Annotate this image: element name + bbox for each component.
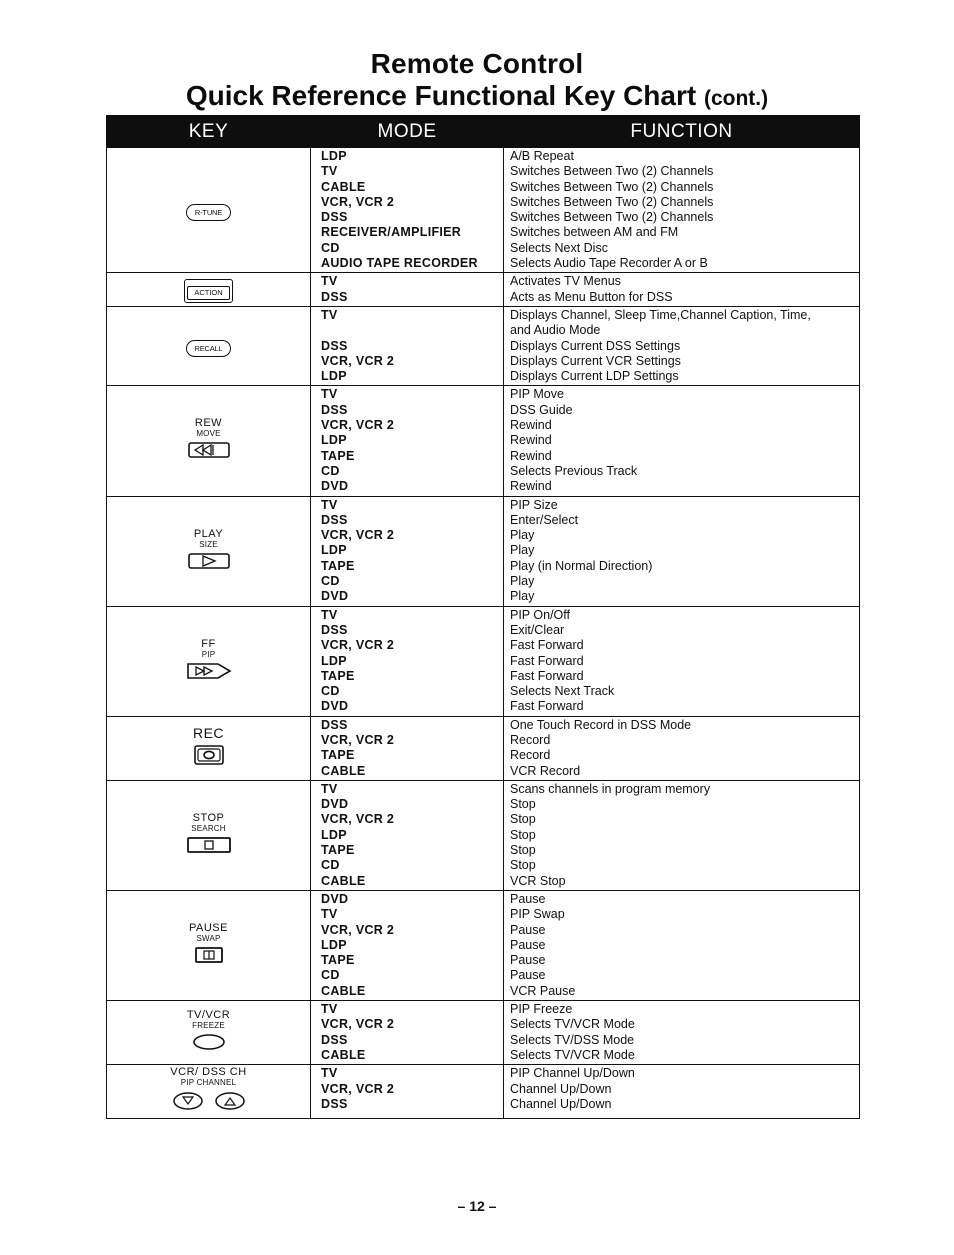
button-text: RECALL xyxy=(186,340,232,357)
function-item: Channel Up/Down xyxy=(510,1081,612,1096)
function-cell xyxy=(504,386,860,496)
mode-cell xyxy=(311,606,504,716)
tv-vcr-button-icon xyxy=(107,1033,310,1056)
pause-icon xyxy=(107,946,310,969)
action-button-icon xyxy=(107,279,310,303)
record-icon xyxy=(107,744,310,771)
play-icon xyxy=(107,552,310,575)
mode-item: TV xyxy=(321,1002,338,1017)
header-key: KEY xyxy=(107,116,311,148)
mode-item: DVD xyxy=(321,891,349,906)
mode-item: CD xyxy=(321,858,340,873)
function-item: Displays Channel, Sleep Time,Channel Caption, Time, xyxy=(510,307,811,322)
mode-item: TAPE xyxy=(321,668,355,683)
chart-title: Quick Reference Functional Key Chart xyxy=(185,80,697,111)
mode-item: LDP xyxy=(321,937,347,952)
mode-item: TV xyxy=(321,781,338,796)
function-cell xyxy=(504,273,860,307)
mode-item: CD xyxy=(321,968,340,983)
r-tune-button-icon xyxy=(107,202,310,221)
function-item: PIP Size xyxy=(510,497,558,512)
function-item: VCR Record xyxy=(510,763,581,778)
function-cell xyxy=(504,716,860,780)
cont-label: (cont.) xyxy=(703,87,769,110)
page-title-line-2 xyxy=(0,80,954,112)
mode-item: VCR, VCR 2 xyxy=(321,194,395,209)
mode-cell xyxy=(311,306,504,385)
function-item: Pause xyxy=(510,953,546,968)
function-item: Rewind xyxy=(510,479,552,494)
mode-item: CABLE xyxy=(321,873,366,888)
function-item: Stop xyxy=(510,812,536,827)
function-item: Displays Current LDP Settings xyxy=(510,369,679,384)
function-item: Selects Next Track xyxy=(510,684,615,699)
mode-item: DVD xyxy=(321,589,349,604)
mode-item: TV xyxy=(321,274,338,289)
table-body xyxy=(107,148,860,1119)
table-row xyxy=(107,273,860,307)
mode-item: DSS xyxy=(321,512,348,527)
function-item: Stop xyxy=(510,858,536,873)
mode-item: VCR, VCR 2 xyxy=(321,528,395,543)
mode-item: VCR, VCR 2 xyxy=(321,732,395,747)
function-item: Acts as Menu Button for DSS xyxy=(510,289,673,304)
table-header-row xyxy=(107,116,860,148)
function-item: Stop xyxy=(510,797,536,812)
key-label: PAUSE xyxy=(189,921,228,934)
key-sublabel: PIP CHANNEL xyxy=(180,1078,237,1088)
function-item: Selects TV/VCR Mode xyxy=(510,1017,635,1032)
function-item: Activates TV Menus xyxy=(510,274,621,289)
mode-item: CD xyxy=(321,463,340,478)
function-item: Stop xyxy=(510,827,536,842)
table-row xyxy=(107,716,860,780)
key-label: VCR/ DSS CH xyxy=(170,1066,247,1079)
mode-item: VCR, VCR 2 xyxy=(321,812,395,827)
mode-item: AUDIO TAPE RECORDER xyxy=(321,256,478,271)
key-cell xyxy=(107,148,311,273)
function-item: Rewind xyxy=(510,418,552,433)
key-label: REW xyxy=(194,417,223,430)
function-cell xyxy=(504,1001,860,1065)
function-item: Exit/Clear xyxy=(510,622,565,637)
table-row xyxy=(107,1065,860,1119)
function-cell xyxy=(504,306,860,385)
recall-button-icon xyxy=(107,338,310,357)
key-cell xyxy=(107,386,311,496)
key-cell xyxy=(107,716,311,780)
function-cell xyxy=(504,1065,860,1119)
mode-item: CD xyxy=(321,684,340,699)
key-cell xyxy=(107,1001,311,1065)
function-item: Stop xyxy=(510,843,536,858)
page-number: – 12 – xyxy=(457,1198,497,1214)
table-row xyxy=(107,496,860,606)
button-text: R-TUNE xyxy=(186,204,231,221)
mode-item: DSS xyxy=(321,1032,348,1047)
function-cell xyxy=(504,606,860,716)
function-item: Displays Current DSS Settings xyxy=(510,338,681,353)
mode-item: TAPE xyxy=(321,953,355,968)
mode-item: CABLE xyxy=(321,983,366,998)
mode-item: VCR, VCR 2 xyxy=(321,922,395,937)
table-row xyxy=(107,890,860,1000)
table-row xyxy=(107,148,860,273)
function-item: PIP Move xyxy=(510,387,564,402)
function-item: Switches Between Two (2) Channels xyxy=(510,210,714,225)
mode-cell xyxy=(311,1065,504,1119)
mode-item: CABLE xyxy=(321,763,366,778)
mode-item: TV xyxy=(321,307,338,322)
mode-cell xyxy=(311,148,504,273)
mode-item: TAPE xyxy=(321,448,355,463)
table-row xyxy=(107,306,860,385)
mode-cell xyxy=(311,780,504,890)
mode-item: LDP xyxy=(321,369,347,384)
function-item: DSS Guide xyxy=(510,402,573,417)
key-chart-table xyxy=(106,115,860,1119)
table-row xyxy=(107,780,860,890)
mode-item: DSS xyxy=(321,717,348,732)
function-item: Fast Forward xyxy=(510,699,584,714)
function-item: Enter/Select xyxy=(510,512,579,527)
mode-item: VCR, VCR 2 xyxy=(321,1017,395,1032)
function-cell xyxy=(504,496,860,606)
function-cell xyxy=(504,780,860,890)
mode-item: DVD xyxy=(321,797,349,812)
function-item: Channel Up/Down xyxy=(510,1096,612,1111)
function-item: A/B Repeat xyxy=(510,149,574,163)
key-cell xyxy=(107,606,311,716)
mode-item: DSS xyxy=(321,210,348,225)
key-sublabel: SWAP xyxy=(196,933,221,943)
mode-item: CABLE xyxy=(321,179,366,194)
function-item: Pause xyxy=(510,922,546,937)
function-item: VCR Stop xyxy=(510,873,566,888)
key-cell xyxy=(107,496,311,606)
function-item: Selects TV/VCR Mode xyxy=(510,1047,635,1062)
function-item: PIP Swap xyxy=(510,907,565,922)
function-item: PIP Channel Up/Down xyxy=(510,1066,635,1081)
mode-item: VCR, VCR 2 xyxy=(321,353,395,368)
mode-item: CABLE xyxy=(321,1047,366,1062)
function-item: Play (in Normal Direction) xyxy=(510,558,653,573)
key-cell xyxy=(107,1065,311,1119)
function-cell xyxy=(504,890,860,1000)
mode-cell xyxy=(311,496,504,606)
key-label: PLAY xyxy=(193,527,224,540)
mode-item: DVD xyxy=(321,699,349,714)
mode-cell xyxy=(311,1001,504,1065)
mode-item: LDP xyxy=(321,543,347,558)
function-item: PIP On/Off xyxy=(510,607,570,622)
mode-item: LDP xyxy=(321,149,347,163)
mode-item: TV xyxy=(321,607,338,622)
mode-item: DVD xyxy=(321,479,349,494)
function-item: Record xyxy=(510,748,551,763)
stop-icon xyxy=(107,836,310,859)
mode-item: VCR, VCR 2 xyxy=(321,1081,395,1096)
header-function: FUNCTION xyxy=(504,116,860,148)
function-item: Pause xyxy=(510,937,546,952)
function-item: Fast Forward xyxy=(510,653,584,668)
mode-item: VCR, VCR 2 xyxy=(321,418,395,433)
mode-item: DSS xyxy=(321,1096,348,1111)
function-item: Play xyxy=(510,589,535,604)
mode-cell xyxy=(311,386,504,496)
mode-item: DSS xyxy=(321,622,348,637)
key-sublabel: PIP xyxy=(201,649,216,659)
function-item: Fast Forward xyxy=(510,638,584,653)
rewind-icon xyxy=(107,441,310,464)
function-item: Selects Audio Tape Recorder A or B xyxy=(510,256,708,271)
function-item: Selects Previous Track xyxy=(510,463,638,478)
mode-cell xyxy=(311,890,504,1000)
function-cell xyxy=(504,148,860,273)
mode-cell xyxy=(311,716,504,780)
mode-item: VCR, VCR 2 xyxy=(321,638,395,653)
function-item: Play xyxy=(510,574,535,589)
function-item: Rewind xyxy=(510,433,552,448)
key-label: TV/VCR xyxy=(186,1009,231,1022)
function-item: One Touch Record in DSS Mode xyxy=(510,717,692,732)
mode-item: TAPE xyxy=(321,558,355,573)
function-item: Switches between AM and FM xyxy=(510,225,679,240)
key-label: REC xyxy=(192,725,225,742)
fast-forward-icon xyxy=(107,662,310,685)
mode-item: LDP xyxy=(321,827,347,842)
function-item: and Audio Mode xyxy=(510,323,601,338)
key-cell xyxy=(107,306,311,385)
mode-item: LDP xyxy=(321,653,347,668)
function-item: PIP Freeze xyxy=(510,1002,573,1017)
function-item: Scans channels in program memory xyxy=(510,781,711,796)
key-cell xyxy=(107,780,311,890)
mode-item: CD xyxy=(321,574,340,589)
button-text: ACTION xyxy=(187,286,229,300)
function-item: Play xyxy=(510,543,535,558)
mode-item: CD xyxy=(321,240,340,255)
function-item: Switches Between Two (2) Channels xyxy=(510,179,714,194)
page-title-line-1: Remote Control xyxy=(370,48,584,79)
function-item: Pause xyxy=(510,968,546,983)
function-item: Play xyxy=(510,528,535,543)
function-item: Pause xyxy=(510,891,546,906)
mode-item: TV xyxy=(321,164,338,179)
mode-item xyxy=(321,323,503,338)
mode-item: TV xyxy=(321,1066,338,1081)
key-cell xyxy=(107,890,311,1000)
key-sublabel: SIZE xyxy=(199,539,218,549)
function-item: Switches Between Two (2) Channels xyxy=(510,164,714,179)
table-row xyxy=(107,606,860,716)
function-item: Fast Forward xyxy=(510,668,584,683)
key-cell xyxy=(107,273,311,307)
mode-item: RECEIVER/AMPLIFIER xyxy=(321,225,462,240)
mode-item: DSS xyxy=(321,402,348,417)
mode-item: TAPE xyxy=(321,748,355,763)
function-item: Selects Next Disc xyxy=(510,240,608,255)
mode-item: TV xyxy=(321,907,338,922)
table-row xyxy=(107,386,860,496)
key-sublabel: MOVE xyxy=(196,429,221,439)
table-row xyxy=(107,1001,860,1065)
channel-up-down-icon xyxy=(107,1090,310,1117)
function-item: VCR Pause xyxy=(510,983,576,998)
function-item: Switches Between Two (2) Channels xyxy=(510,194,714,209)
mode-item: TV xyxy=(321,387,338,402)
header-mode: MODE xyxy=(311,116,504,148)
function-item: Record xyxy=(510,732,551,747)
key-sublabel: FREEZE xyxy=(192,1021,225,1031)
key-label: STOP xyxy=(192,811,225,824)
function-item: Selects TV/DSS Mode xyxy=(510,1032,635,1047)
mode-item: LDP xyxy=(321,433,347,448)
key-sublabel: SEARCH xyxy=(191,823,226,833)
function-item: Rewind xyxy=(510,448,552,463)
mode-item: TAPE xyxy=(321,843,355,858)
key-label: FF xyxy=(201,637,216,650)
mode-item: DSS xyxy=(321,289,348,304)
function-item: Displays Current VCR Settings xyxy=(510,353,681,368)
mode-cell xyxy=(311,273,504,307)
mode-item: DSS xyxy=(321,338,348,353)
mode-item: TV xyxy=(321,497,338,512)
